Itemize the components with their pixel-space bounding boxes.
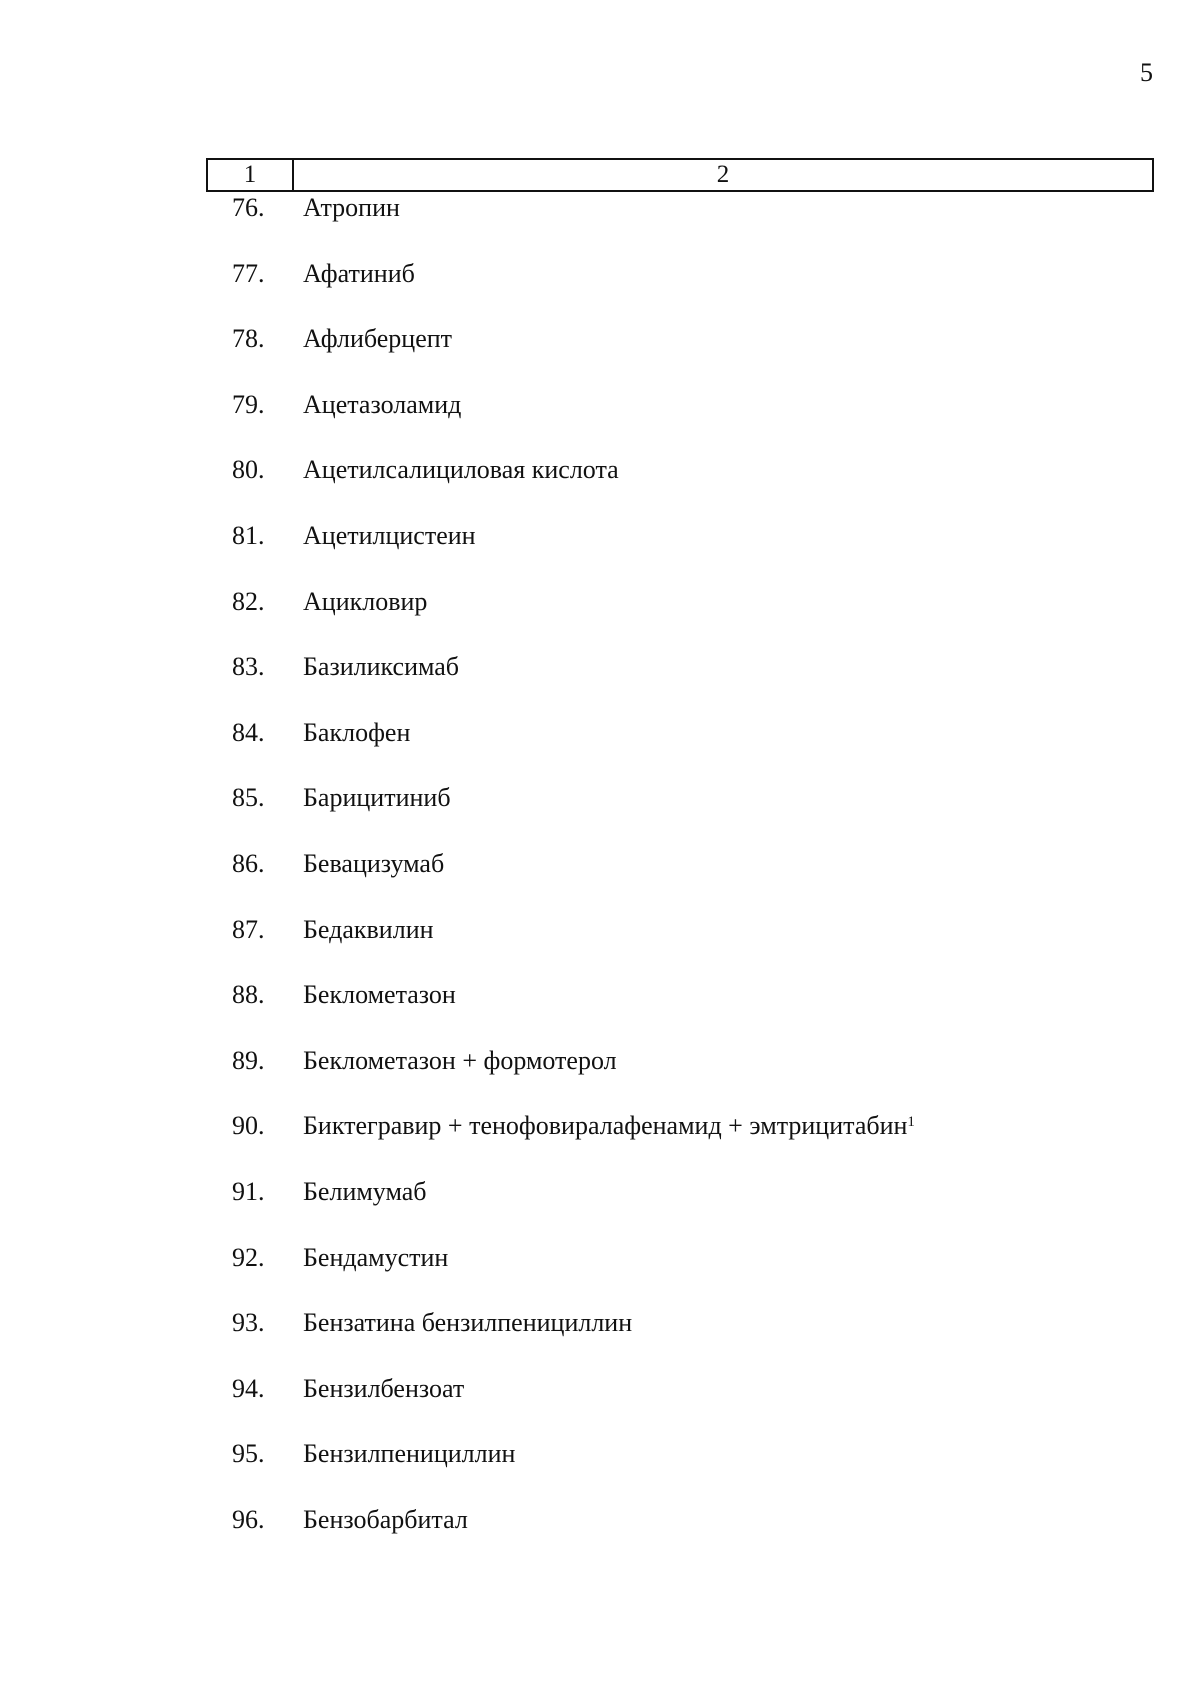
row-number: 79. bbox=[232, 389, 265, 419]
drug-name bbox=[303, 1045, 617, 1077]
drug-name bbox=[303, 782, 451, 814]
table-row bbox=[0, 717, 1200, 783]
table-row bbox=[0, 782, 1200, 848]
drug-name bbox=[303, 1504, 468, 1536]
row-number: 84. bbox=[232, 717, 265, 747]
row-number: 77. bbox=[232, 258, 265, 288]
drug-name-text: Бендамустин bbox=[303, 1242, 449, 1272]
drug-name-text: Белимумаб bbox=[303, 1176, 427, 1206]
drug-name-text: Беклометазон bbox=[303, 980, 456, 1010]
table-row bbox=[0, 1438, 1200, 1504]
drug-name-text: Бензилбензоат bbox=[303, 1373, 465, 1403]
drug-name-text: Бедаквилин bbox=[303, 914, 434, 944]
table-row bbox=[0, 520, 1200, 586]
drug-name-text: Афлиберцепт bbox=[303, 324, 453, 354]
table-row bbox=[0, 914, 1200, 980]
row-number: 89. bbox=[232, 1045, 265, 1075]
drug-name bbox=[303, 914, 434, 946]
drug-name bbox=[303, 848, 444, 880]
drug-name bbox=[303, 454, 619, 486]
drug-name-text: Барицитиниб bbox=[303, 783, 451, 813]
table-header-col-2: 2 bbox=[716, 161, 730, 188]
drug-name bbox=[303, 258, 415, 290]
drug-name bbox=[303, 323, 452, 355]
row-number: 88. bbox=[232, 980, 265, 1010]
table-row bbox=[0, 1242, 1200, 1308]
table-row bbox=[0, 586, 1200, 652]
drug-name-text: Ацикловир bbox=[303, 586, 428, 616]
row-number: 82. bbox=[232, 586, 265, 616]
row-number: 81. bbox=[232, 520, 265, 550]
drug-name bbox=[303, 192, 400, 224]
table-row bbox=[0, 1176, 1200, 1242]
drug-name bbox=[303, 1307, 632, 1339]
row-number: 90. bbox=[232, 1111, 265, 1141]
row-number: 94. bbox=[232, 1373, 265, 1403]
page-number: 5 bbox=[1140, 58, 1153, 87]
drug-name-text: Базиликсимаб bbox=[303, 652, 460, 682]
table-row bbox=[0, 848, 1200, 914]
row-number: 80. bbox=[232, 455, 265, 485]
row-number: 87. bbox=[232, 914, 265, 944]
table-row bbox=[0, 979, 1200, 1045]
medication-list bbox=[0, 192, 1200, 1569]
footnote-marker: 1 bbox=[907, 1114, 915, 1131]
row-number: 93. bbox=[232, 1308, 265, 1338]
drug-name-text: Бевацизумаб bbox=[303, 848, 445, 878]
table-row bbox=[0, 258, 1200, 324]
row-number: 86. bbox=[232, 848, 265, 878]
drug-name-text: Ацетазоламид bbox=[303, 389, 462, 419]
row-number: 91. bbox=[232, 1176, 265, 1206]
drug-name-text: Беклометазон + формотерол bbox=[303, 1045, 617, 1075]
drug-name bbox=[303, 1110, 915, 1142]
row-number: 92. bbox=[232, 1242, 265, 1272]
drug-name bbox=[303, 1242, 448, 1274]
drug-name-text: Афатиниб bbox=[303, 258, 415, 288]
row-number: 96. bbox=[232, 1504, 265, 1534]
table-row bbox=[0, 1373, 1200, 1439]
drug-name-text: Бензатина бензилпенициллин bbox=[303, 1308, 633, 1338]
drug-name-text: Ацетилцистеин bbox=[303, 520, 476, 550]
table-row bbox=[0, 1307, 1200, 1373]
drug-name bbox=[303, 1438, 515, 1470]
drug-name bbox=[303, 651, 459, 683]
drug-name bbox=[303, 520, 476, 552]
drug-name-text: Ацетилсалициловая кислота bbox=[303, 455, 619, 485]
table-row bbox=[0, 651, 1200, 717]
table-row bbox=[0, 389, 1200, 455]
row-number: 78. bbox=[232, 324, 265, 354]
drug-name bbox=[303, 586, 427, 618]
drug-name bbox=[303, 717, 410, 749]
table-header-col-1: 1 bbox=[208, 160, 294, 190]
table-row bbox=[0, 1504, 1200, 1570]
table-row bbox=[0, 1045, 1200, 1111]
drug-name-text: Биктегравир + тенофовиралафенамид + эмтрицитабин bbox=[303, 1111, 908, 1141]
row-number: 95. bbox=[232, 1439, 265, 1469]
drug-name bbox=[303, 389, 461, 421]
table-row bbox=[0, 454, 1200, 520]
row-number: 83. bbox=[232, 652, 265, 682]
table-row bbox=[0, 323, 1200, 389]
row-number: 76. bbox=[232, 193, 265, 222]
table-header bbox=[206, 158, 1154, 192]
drug-name-text: Бензилпенициллин bbox=[303, 1439, 516, 1469]
drug-name-text: Баклофен bbox=[303, 717, 411, 747]
table-row bbox=[0, 1110, 1200, 1176]
drug-name bbox=[303, 979, 456, 1011]
drug-name-text: Атропин bbox=[303, 193, 400, 222]
row-number: 85. bbox=[232, 783, 265, 813]
drug-name-text: Бензобарбитал bbox=[303, 1504, 468, 1534]
table-row bbox=[0, 192, 1200, 258]
drug-name bbox=[303, 1373, 464, 1405]
drug-name bbox=[303, 1176, 427, 1208]
